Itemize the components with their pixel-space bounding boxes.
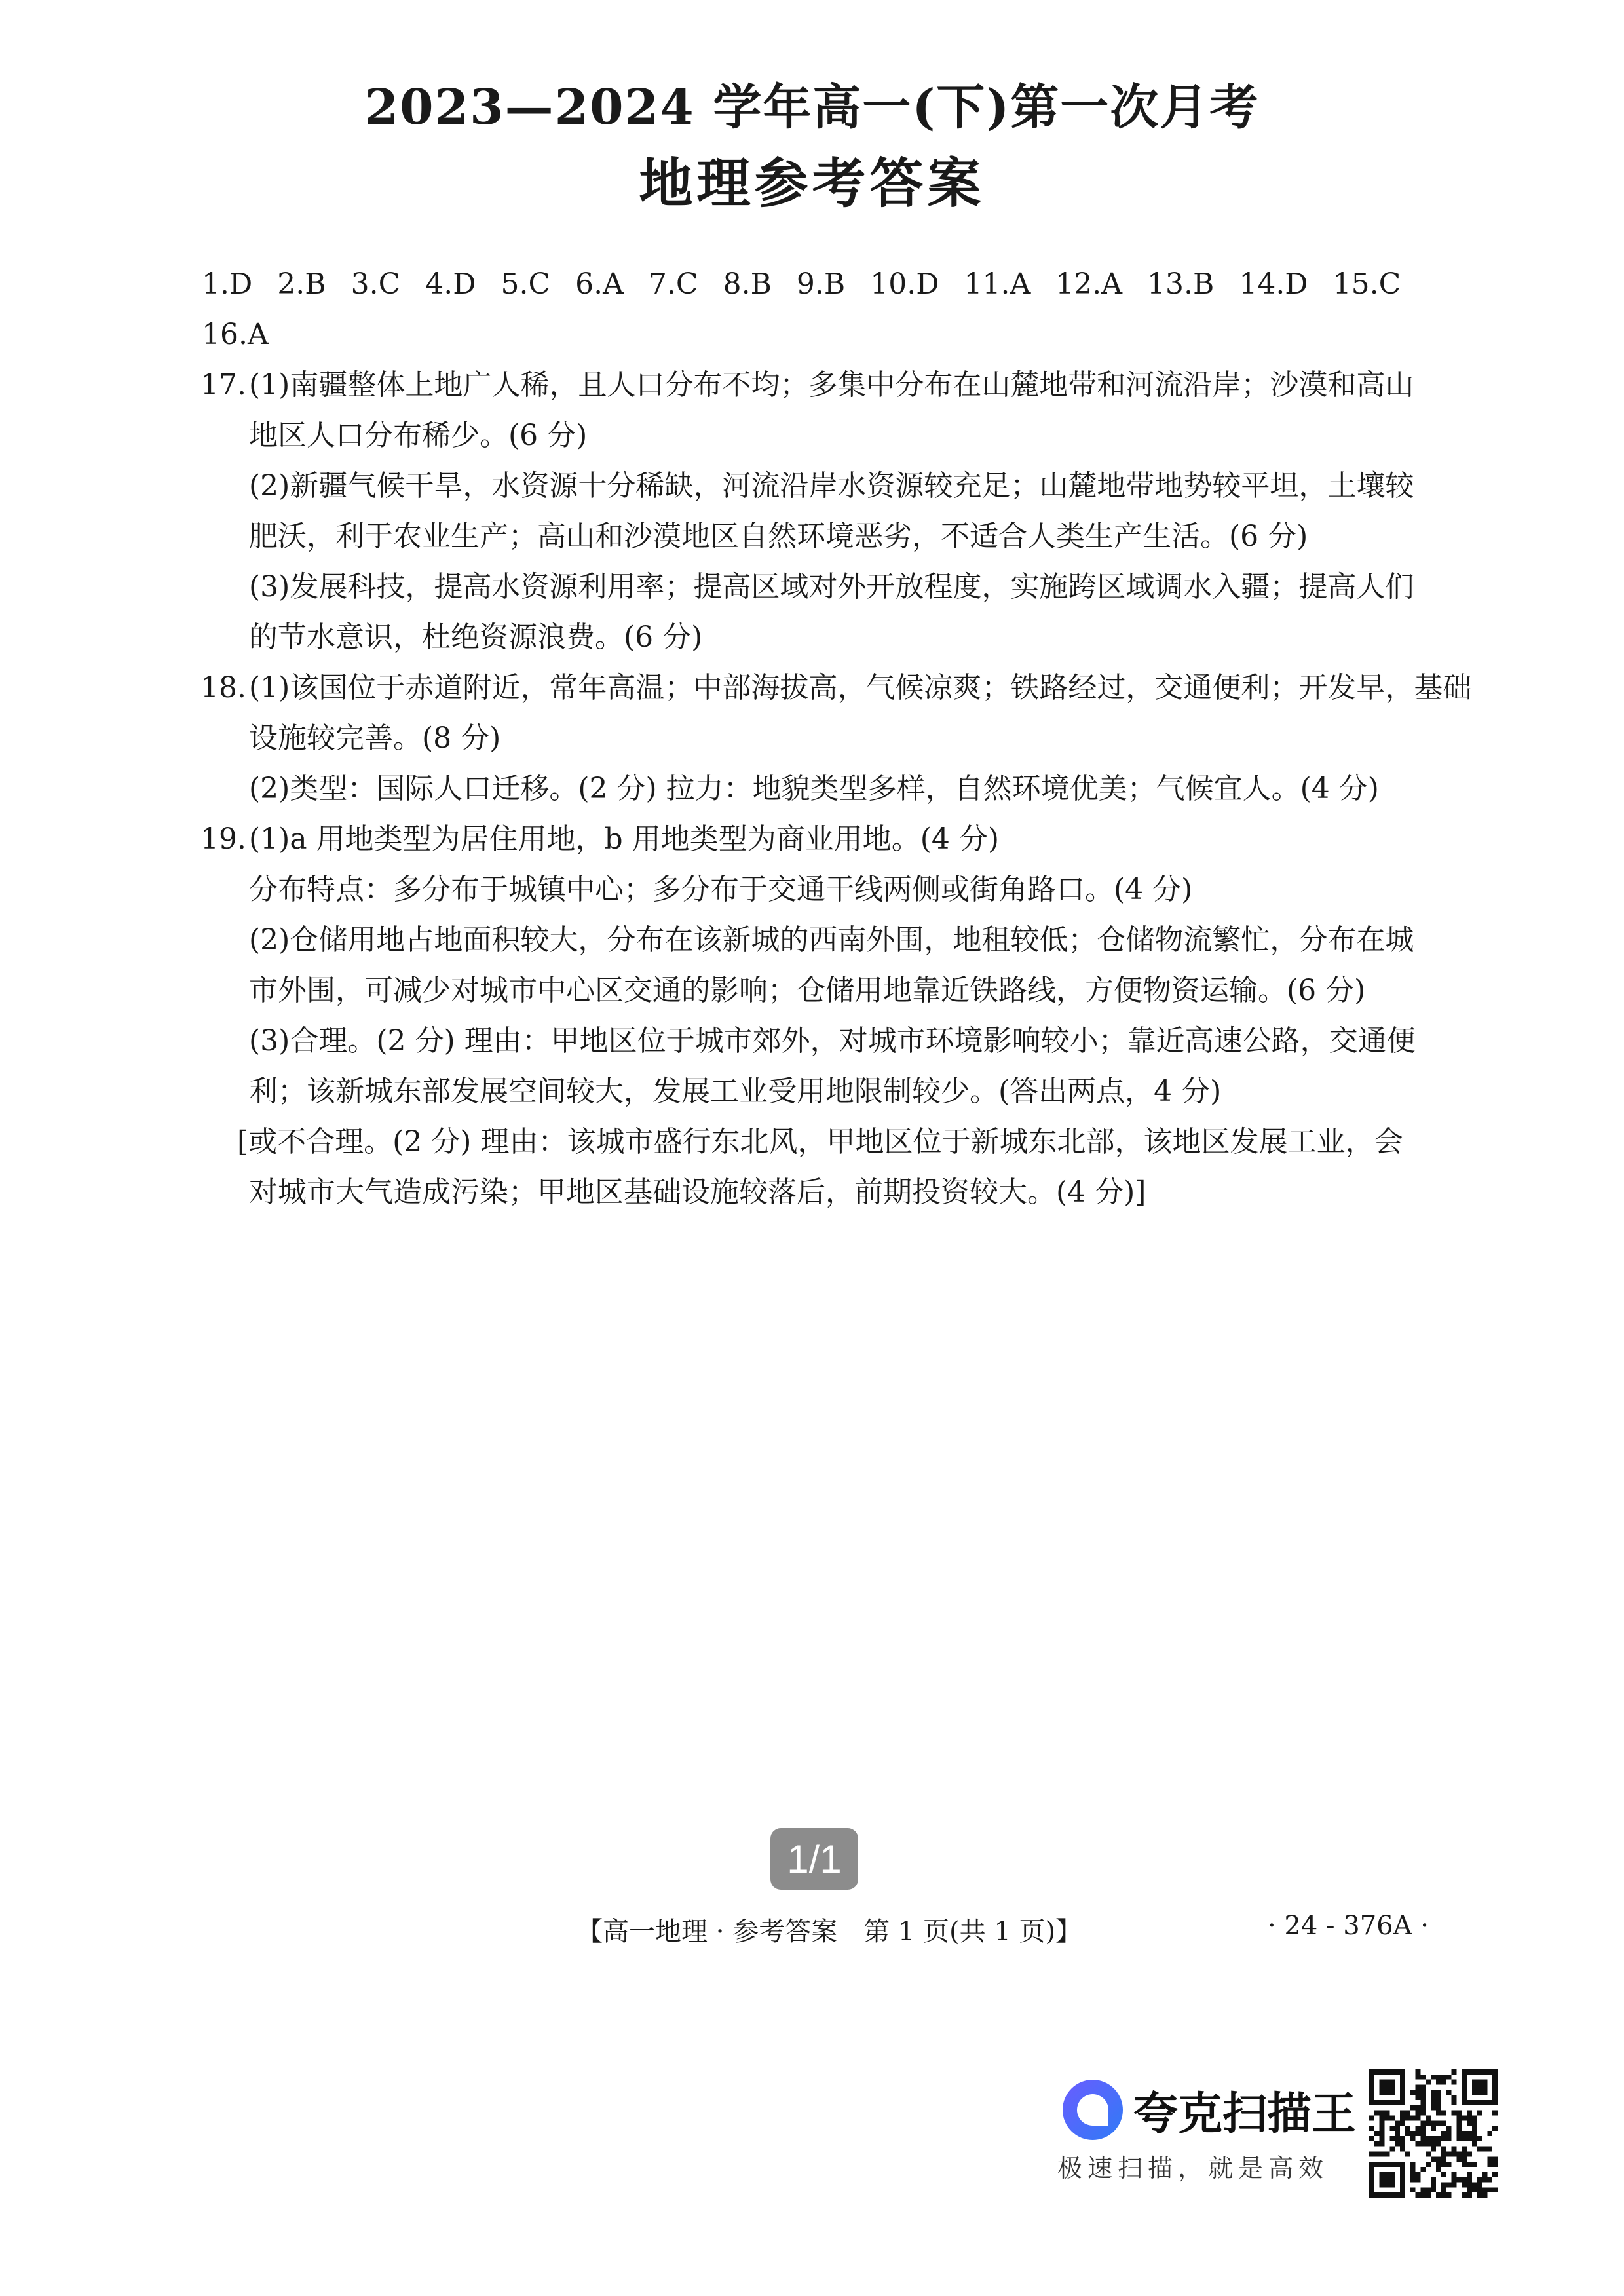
mc-answer: 16.A [202,318,269,351]
mc-answer: 3.C [350,267,401,301]
mc-answer: 6.A [575,267,624,301]
answer-line: (1)该国位于赤道附近，常年高温；中部海拔高，气候凉爽；铁路经过，交通便利；开发早，基础 [249,671,1472,704]
mc-answer: 7.C [648,267,698,301]
mc-answer: 5.C [500,267,551,301]
answer-line: 市外围，可减少对城市中心区交通的影响；仓储用地靠近铁路线，方便物资运输。(6 分) [249,974,1366,1007]
mc-answer: 4.D [425,267,476,301]
mc-answers [202,259,1433,360]
mc-answer: 14.D [1239,267,1308,301]
question-number: 19. [200,822,246,856]
footer-page-info: 【高一地理 · 参考答案 第 1 页(共 1 页)】 [576,1917,1082,1947]
footer-code: · 24 - 376A · [1268,1911,1429,1941]
mc-answer: 1.D [202,267,253,301]
mc-answer: 9.B [796,267,846,301]
answer-line: (2)仓储用地占地面积较大，分布在该新城的西南外围，地租较低；仓储物流繁忙，分布在城 [249,923,1414,957]
brand-slogan: 极速扫描，就是高效 [1057,2154,1329,2183]
mc-answer: 11.A [964,267,1031,301]
answer-line: 肥沃，利于农业生产；高山和沙漠地区自然环境恶劣，不适合人类生产生活。(6 分) [249,520,1308,553]
mc-answer: 10.D [870,267,939,301]
answer-line: [或不合理。(2 分) 理由：该城市盛行东北风，甲地区位于新城东北部，该地区发展工业，会 [237,1125,1403,1158]
mc-answer: 2.B [277,267,326,301]
answer-line: 设施较完善。(8 分) [249,721,501,755]
answer-line: 利；该新城东部发展空间较大，发展工业受用地限制较少。(答出两点，4 分) [249,1075,1222,1108]
answer-line: 的节水意识，杜绝资源浪费。(6 分) [249,621,703,654]
answer-content [200,259,1472,1217]
question-number: 18. [200,671,246,704]
answer-line: (1)a 用地类型为居住用地，b 用地类型为商业用地。(4 分) [249,822,1000,856]
answer-line: 分布特点：多分布于城镇中心；多分布于交通干线两侧或街角路口。(4 分) [249,873,1193,906]
question-18 [200,662,1472,814]
page-badge: 1/1 [770,1828,858,1890]
answer-line: (1)南疆整体上地广人稀，且人口分布不均；多集中分布在山麓地带和河流沿岸；沙漠和高山 [249,368,1414,402]
mc-answer: 13.B [1147,267,1215,301]
mc-answer: 15.C [1332,267,1401,301]
answer-title: 地理参考答案 [639,152,985,215]
answer-line: 对城市大气造成污染；甲地区基础设施较落后，前期投资较大。(4 分)] [249,1176,1146,1209]
qr-code-icon [1369,2069,1498,2198]
mc-answer: 8.B [723,267,772,301]
brand-name: 夸克扫描王 [1133,2088,1357,2140]
question-17 [202,360,1433,662]
mc-answer: 12.A [1055,267,1123,301]
answer-line: (3)合理。(2 分) 理由：甲地区位于城市郊外，对城市环境影响较小；靠近高速公路，交通便 [249,1024,1416,1058]
answer-line: 地区人口分布稀少。(6 分) [249,419,588,452]
question-number: 17. [200,368,246,402]
question-19 [202,814,1433,1217]
answer-line: (2)类型：国际人口迁移。(2 分) 拉力：地貌类型多样，自然环境优美；气候宜人。(4 分) [249,772,1379,805]
exam-title: 2023—2024 学年高一(下)第一次月考 [364,79,1260,136]
answer-line: (2)新疆气候干旱，水资源十分稀缺，河流沿岸水资源较充足；山麓地带地势较平坦，土壤较 [249,469,1414,503]
quark-logo-icon [1060,2077,1125,2143]
answer-line: (3)发展科技，提高水资源利用率；提高区域对外开放程度，实施跨区域调水入疆；提高人们 [249,570,1414,603]
